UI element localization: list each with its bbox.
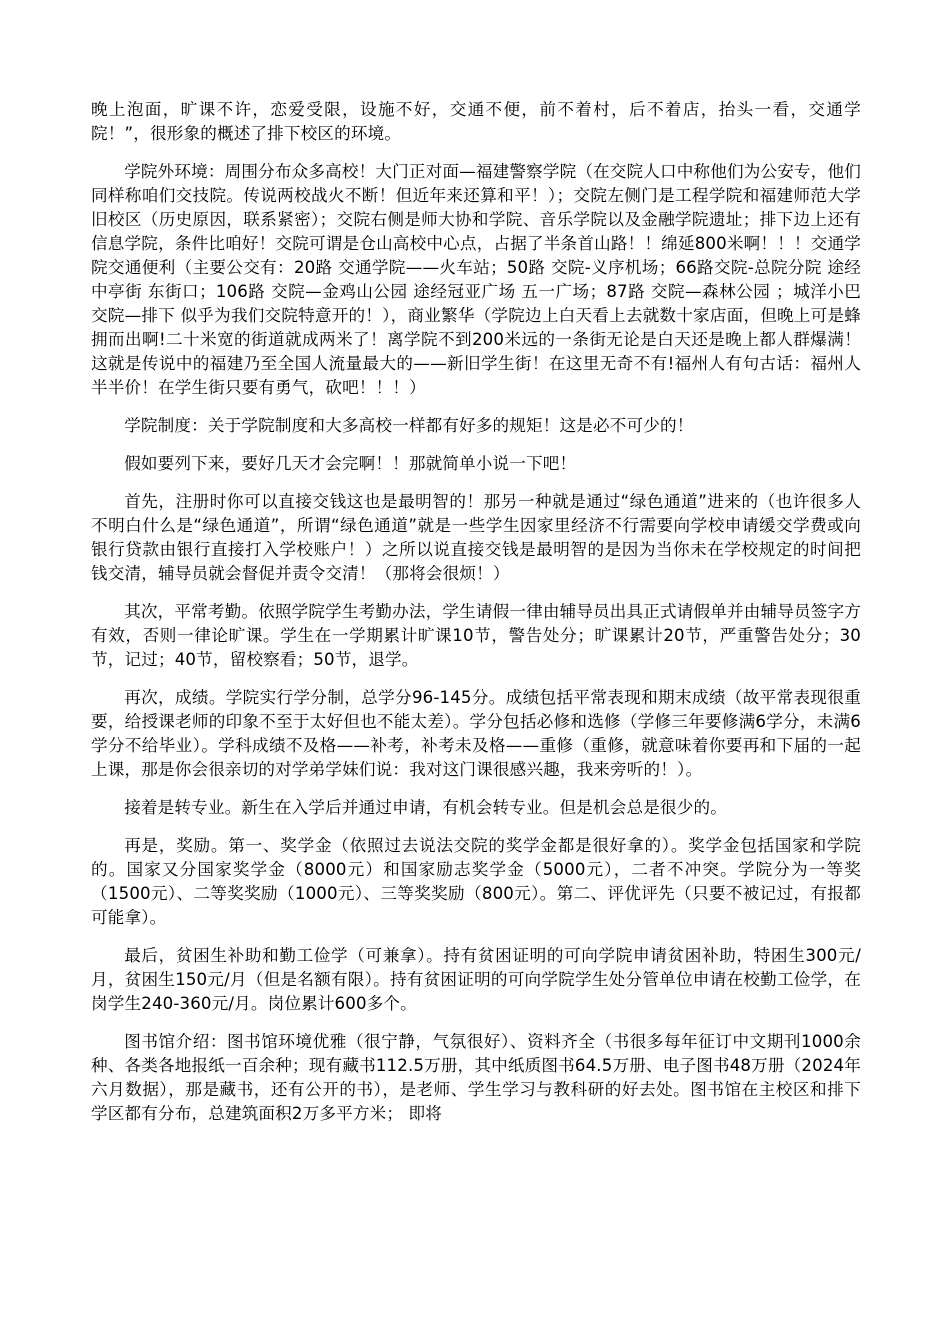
paragraph-attendance: 其次，平常考勤。依照学院学生考勤办法，学生请假一律由辅导员出具正式请假单并由辅导员签字方有效，否则一律论旷课。学生在一学期累计旷课10节，警告处分；旷课累计20节，严重警告处分；30节，记过；40节，留校察看；50节，退学。 [91,602,861,669]
paragraph-library: 图书馆介绍：图书馆环境优雅（很宁静，气氛很好）、资料齐全（书很多每年征订中文期刊1000余种、各类各地报纸一百余种；现有藏书112.5万册，其中纸质图书64.5万册、电子图书48万册（2024年六月数据），那是藏书，还有公开的书），是老师、学生学习与教科研的好去处。图书馆在主校区和排下学区都有分布，总建筑面积2万多平方米； 即将 [91,1032,861,1123]
paragraph-financial-aid: 最后，贫困生补助和勤工俭学（可兼拿）。持有贫困证明的可向学院申请贫困补助，特困生300元/月，贫困生150元/月（但是名额有限）。持有贫困证明的可向学院学生处分管单位申请在校勤工俭学，在岗学生240-360元/月。岗位累计600多个。 [91,946,861,1013]
paragraph-registration: 首先，注册时你可以直接交钱这也是最明智的！那另一种就是通过“绿色通道”进来的（也许很多人不明白什么是“绿色通道”，所谓“绿色通道”就是一些学生因家里经济不行需要向学校申请缓交学费或向银行贷款由银行直接打入学校账户！）之所以说直接交钱是最明智的是因为当你未在学校规定的时间把钱交清，辅导员就会督促并责令交清！（那将会很烦！） [91,492,861,583]
paragraph-intro-continuation: 晚上泡面，旷课不许，恋爱受限，设施不好，交通不便，前不着村，后不着店，抬头一看，交通学院！”，很形象的概述了排下校区的环境。 [91,100,861,143]
paragraph-external-environment: 学院外环境：周围分布众多高校！大门正对面—福建警察学院（在交院人口中称他们为公安专，他们同样称咱们交技院。传说两校战火不断！但近年来还算和平！）；交院左侧门是工程学院和福建师范大学旧校区（历史原因，联系紧密）；交院右侧是师大协和学院、音乐学院以及金融学院遗址；排下边上还有信息学院，条件比咱好！交院可谓是仓山高校中心点，占据了半条首山路！！绵延800米啊！！！交通学院交通便利（主要公交有：20路 交通学院——火车站；50路 交院-义序机场；66路交院-总院分院 途经中亭街 东街口；106路 交院—金鸡山公园 途经冠亚广场 五一广场；87路 交院—森林公园 ；城洋小巴 交院—排下 似乎为我们交院特意开的！），商业繁华（学院边上白天看上去就数十家店面，但晚上可是蜂拥而出啊!二十米宽的街道就成两米了！离学院不到200米远的一条街无论是白天还是晚上都人群爆满！这就是传说中的福建乃至全国人流量最大的——新旧学生街！在这里无奇不有!福州人有句古话：福州人半半价！在学生街只要有勇气，砍吧！！！） [91,162,861,397]
paragraph-brief-intro: 假如要列下来，要好几天才会完啊！！那就简单小说一下吧！ [124,454,577,473]
paragraph-awards: 再是，奖励。第一、奖学金（依照过去说法交院的奖学金都是很好拿的）。奖学金包括国家和学院的。国家又分国家奖学金（8000元）和国家励志奖学金（5000元），二者不冲突。学院分为一等奖（1500元）、二等奖奖励（1000元）、三等奖奖励（800元）。第二、评优评先（只要不被记过，有报都可能拿）。 [91,836,861,927]
paragraph-major-transfer: 接着是转专业。新生在入学后并通过申请，有机会转专业。但是机会总是很少的。 [124,798,727,817]
document-page [91,98,861,1140]
paragraph-grades: 再次，成绩。学院实行学分制，总学分96-145分。成绩包括平常表现和期末成绩（故平常表现很重要，给授课老师的印象不至于太好但也不能太差）。学分包括必修和选修（学修三年要修满6学分，未满6学分不给毕业）。学科成绩不及格——补考，补考未及格——重修（重修，就意味着你要再和下届的一起上课，那是你会很亲切的对学弟学妹们说：我对这门课很感兴趣，我来旁听的！）。 [91,688,861,779]
paragraph-college-system: 学院制度：关于学院制度和大多高校一样都有好多的规矩！这是必不可少的！ [124,416,694,435]
